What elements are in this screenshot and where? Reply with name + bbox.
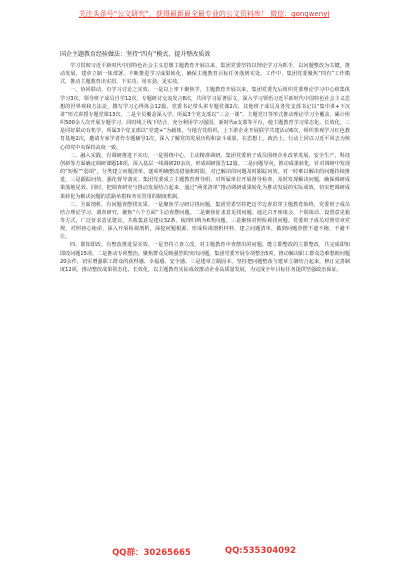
document-body bbox=[60, 50, 350, 274]
paragraph-section-2: 二、融入实践，有调研推进下实功。一是围绕中心，主动精准调研。集团党委班子成员围绕企业改革发展、安全生产、科技创新等方面确定调研课题16项，深入基层一线调研20余次，形成调研报告12篇。二是问题导向，推动成果转化。针对调研中发现的“短板”“弱项”，分类建立问题清单，逐项明确整改措施和时限，对已解决的问题及时跟踪问效，对一时难以解决的问题持续推进。三是跟踪问效，强化督导落实。集团党委成立主题教育督导组，对所属单位开展督导检查，及时发现解决问题，确保调研成果落地见效。同时，把调查研究与推动发展结合起来，通过“两张清单”推动调研成果转化为推动发展的实际成效，切实把调研成果转化为解决问题的思路举措和务实管用的制度机制。 bbox=[60, 152, 350, 200]
paragraph-intro: 学习贯彻习近平新时代中国特色社会主义思想主题教育开展以来，集团党委坚持以理论学习为抓手，以问题整改为关键，推动发展，建章立制一体部署，不断推进学习成果转化，确保主题教育目标任务落到实处。工作中，集团党委聚焦“四有”工作模式，推动主题教育出实招、下实功、用实劲、见实效。 bbox=[60, 63, 350, 86]
contact-footer bbox=[0, 546, 408, 558]
paragraph-section-1: 一、协同联动，有学习讨论之实效。一是以上率下聚焦学。主题教育开展以来，集团党委先后组织党委理论学习中心组集体学习3次，领导班子成员自学12次，专题研讨交流发言8次，共同学习原著原文，深入学习领悟习近平新时代中国特色社会主义思想的世界观和方法论，撰写学习心得体会12篇，党委书记带头讲专题党课2次，其他班子成员及各党支部书记以“集中讲+下沉讲”形式讲授专题党课13次。二是全员覆盖深入学。所属3个党支部以“三会一课”、主题党日等形式推动理论学习全覆盖，累计组织500余人次开展专题学习，同时线上线下结合，充分利用学习强国、新时代e支部等平台，使主题教育学习常态化、长效化。三是同好联动有机学。所属3个党支部以“党建+”为载体，与地方党组织、上下游企业开展联学共建活动6次，组织参观学习红色教育基地2次，邀请专家学者作专题辅导1次，深入了解党的发展历程和奋斗成果，在思想上、政治上、行动上同以习近平同志为核心的党中央保持高度一致。 bbox=[60, 87, 350, 151]
paragraph-section-3: 三、全面剖析，有问题查摆找实果。一是聚焦学习研讨找问题。集团党委坚持把边学边查贯穿主题教育始终，党委班子成员结合理论学习、调查研究，聚焦“六个方面”主动查摆问题。二是聚焦征求意见找问题。通过召开座谈会、个别谈话、设置意见箱等方式，广泛征求意见建议，共收集意见建议32条，梳理归纳为6类问题。三是聚焦对照检视找问题。党委班子成员对照党章党规，对照初心使命，深入开展检视剖析，深挖问题根源，形成检视剖析材料，建立问题清单，做到问题查摆不遮不掩、不避不让。 bbox=[60, 201, 350, 241]
qq-label: QQ:535304092 bbox=[224, 546, 296, 556]
paragraph-section-4: 四、即知即改，有整改推进显实效。一是坚持立查立改。对主题教育中查摆出的问题，能立即整改的立即整改，共完成即知即改问题15项。二是推动专项整治。聚焦群众反映强烈的突出问题，集团党委开展专项整治5项，推动解决职工群众急难愁盼问题20余件，切实增强职工群众的获得感、幸福感、安全感。三是建章立制固本。坚持把问题整改与建章立制结合起来，修订完善制度12项，推动整改成果常态化、长效化，以主题教育实际成效推动企业高质量发展，为完成全年目标任务提供坚强政治保证。 bbox=[60, 242, 350, 273]
qq-group-label: QQ群：30265665 bbox=[112, 548, 191, 558]
banner-link[interactable]: 关注头条号“公文研究”，获得最新最全最专业的公文资料库！ 微信：gongwenyj bbox=[78, 10, 330, 18]
document-title: 国企主题教育经验做法：坚持“四有”模式，提升整改质效 bbox=[60, 51, 211, 58]
top-banner bbox=[0, 0, 408, 28]
